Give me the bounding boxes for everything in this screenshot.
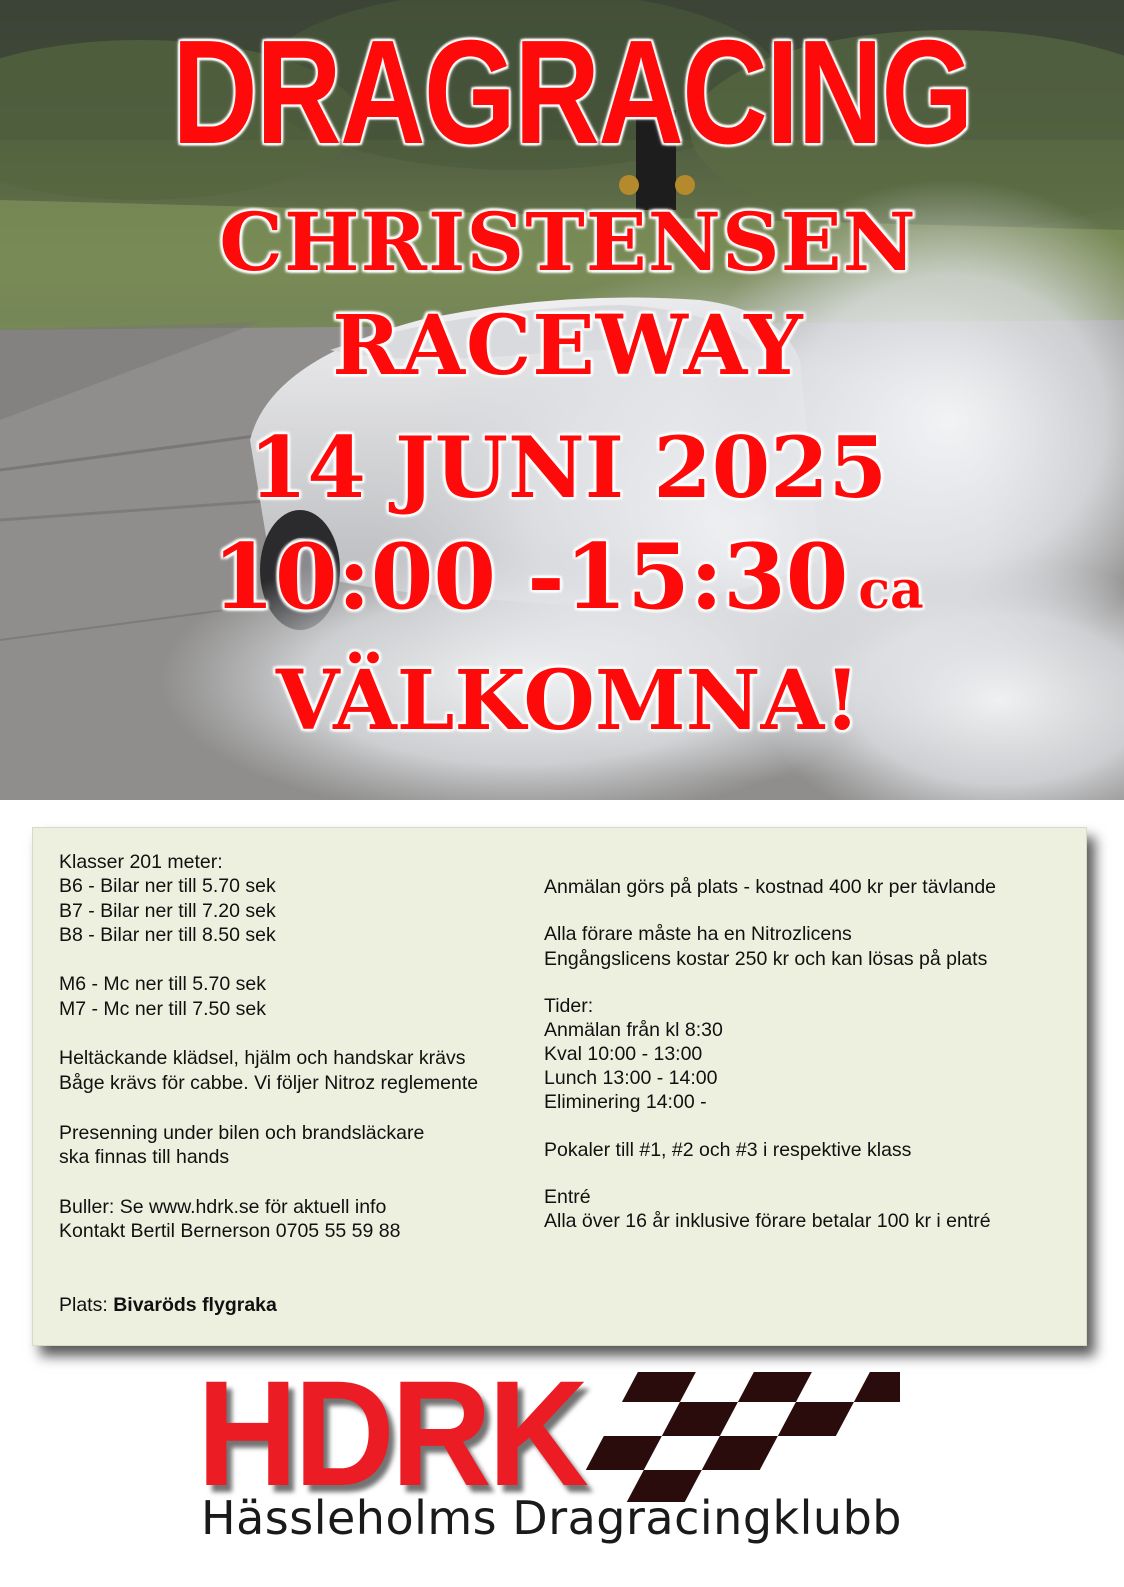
schedule-lunch: Lunch 13:00 - 14:00 <box>544 1067 718 1089</box>
location <box>59 1293 277 1317</box>
entry-fee-info: Alla över 16 år inklusive förare betalar 100 kr i entré <box>544 1210 991 1232</box>
noise-info: Buller: Se www.hdrk.se för aktuell info <box>59 1196 387 1218</box>
schedule-qualifying: Kval 10:00 - 13:00 <box>544 1043 703 1065</box>
event-time-suffix: ca <box>858 560 924 621</box>
checkered-flag-icon <box>580 1368 900 1508</box>
entry-heading: Entré <box>544 1186 591 1208</box>
contact-info: Kontakt Bertil Bernerson 0705 55 59 88 <box>59 1220 401 1242</box>
safety-rule-3: Presenning under bilen och brandsläckare <box>59 1122 425 1144</box>
class-b8: B8 - Bilar ner till 8.50 sek <box>59 924 276 946</box>
event-time-range: 10:00 -15:30 <box>212 524 849 630</box>
trophies-info: Pokaler till #1, #2 och #3 i respektive klass <box>544 1139 912 1161</box>
event-title: DRAGRACING <box>172 10 972 175</box>
class-m7: M7 - Mc ner till 7.50 sek <box>59 998 266 1020</box>
schedule-registration: Anmälan från kl 8:30 <box>544 1019 723 1041</box>
class-b7: B7 - Bilar ner till 7.20 sek <box>59 900 276 922</box>
club-name: Hässleholms Dragracingklubb <box>201 1491 902 1545</box>
class-b6: B6 - Bilar ner till 5.70 sek <box>59 875 276 897</box>
welcome-text: VÄLKOMNA! <box>275 653 861 749</box>
safety-rule-2: Båge krävs för cabbe. Vi följer Nitroz reglemente <box>59 1072 479 1094</box>
safety-rule-4: ska finnas till hands <box>59 1146 230 1168</box>
event-date: 14 JUNI 2025 <box>248 418 888 517</box>
class-m6: M6 - Mc ner till 5.70 sek <box>59 973 266 995</box>
class-heading: Klasser 201 meter: <box>59 851 223 873</box>
event-time <box>6 522 1124 632</box>
location-value: Bivaröds flygraka <box>113 1294 277 1316</box>
schedule-heading: Tider: <box>544 995 594 1017</box>
schedule-elimination: Eliminering 14:00 - <box>544 1091 707 1113</box>
venue-line-1: CHRISTENSEN <box>219 195 917 289</box>
registration-info: Anmälan görs på plats - kostnad 400 kr per tävlande <box>544 876 997 898</box>
info-card <box>32 827 1087 1346</box>
license-info-2: Engångslicens kostar 250 kr och kan lösas på plats <box>544 948 988 970</box>
license-info-1: Alla förare måste ha en Nitrozlicens <box>544 923 852 945</box>
venue-line-2: RACEWAY <box>332 298 804 394</box>
location-label: Plats: <box>59 1294 108 1316</box>
safety-rule-1: Heltäckande klädsel, hjälm och handskar krävs <box>59 1047 466 1069</box>
club-logo-text: HDRK <box>197 1349 586 1517</box>
